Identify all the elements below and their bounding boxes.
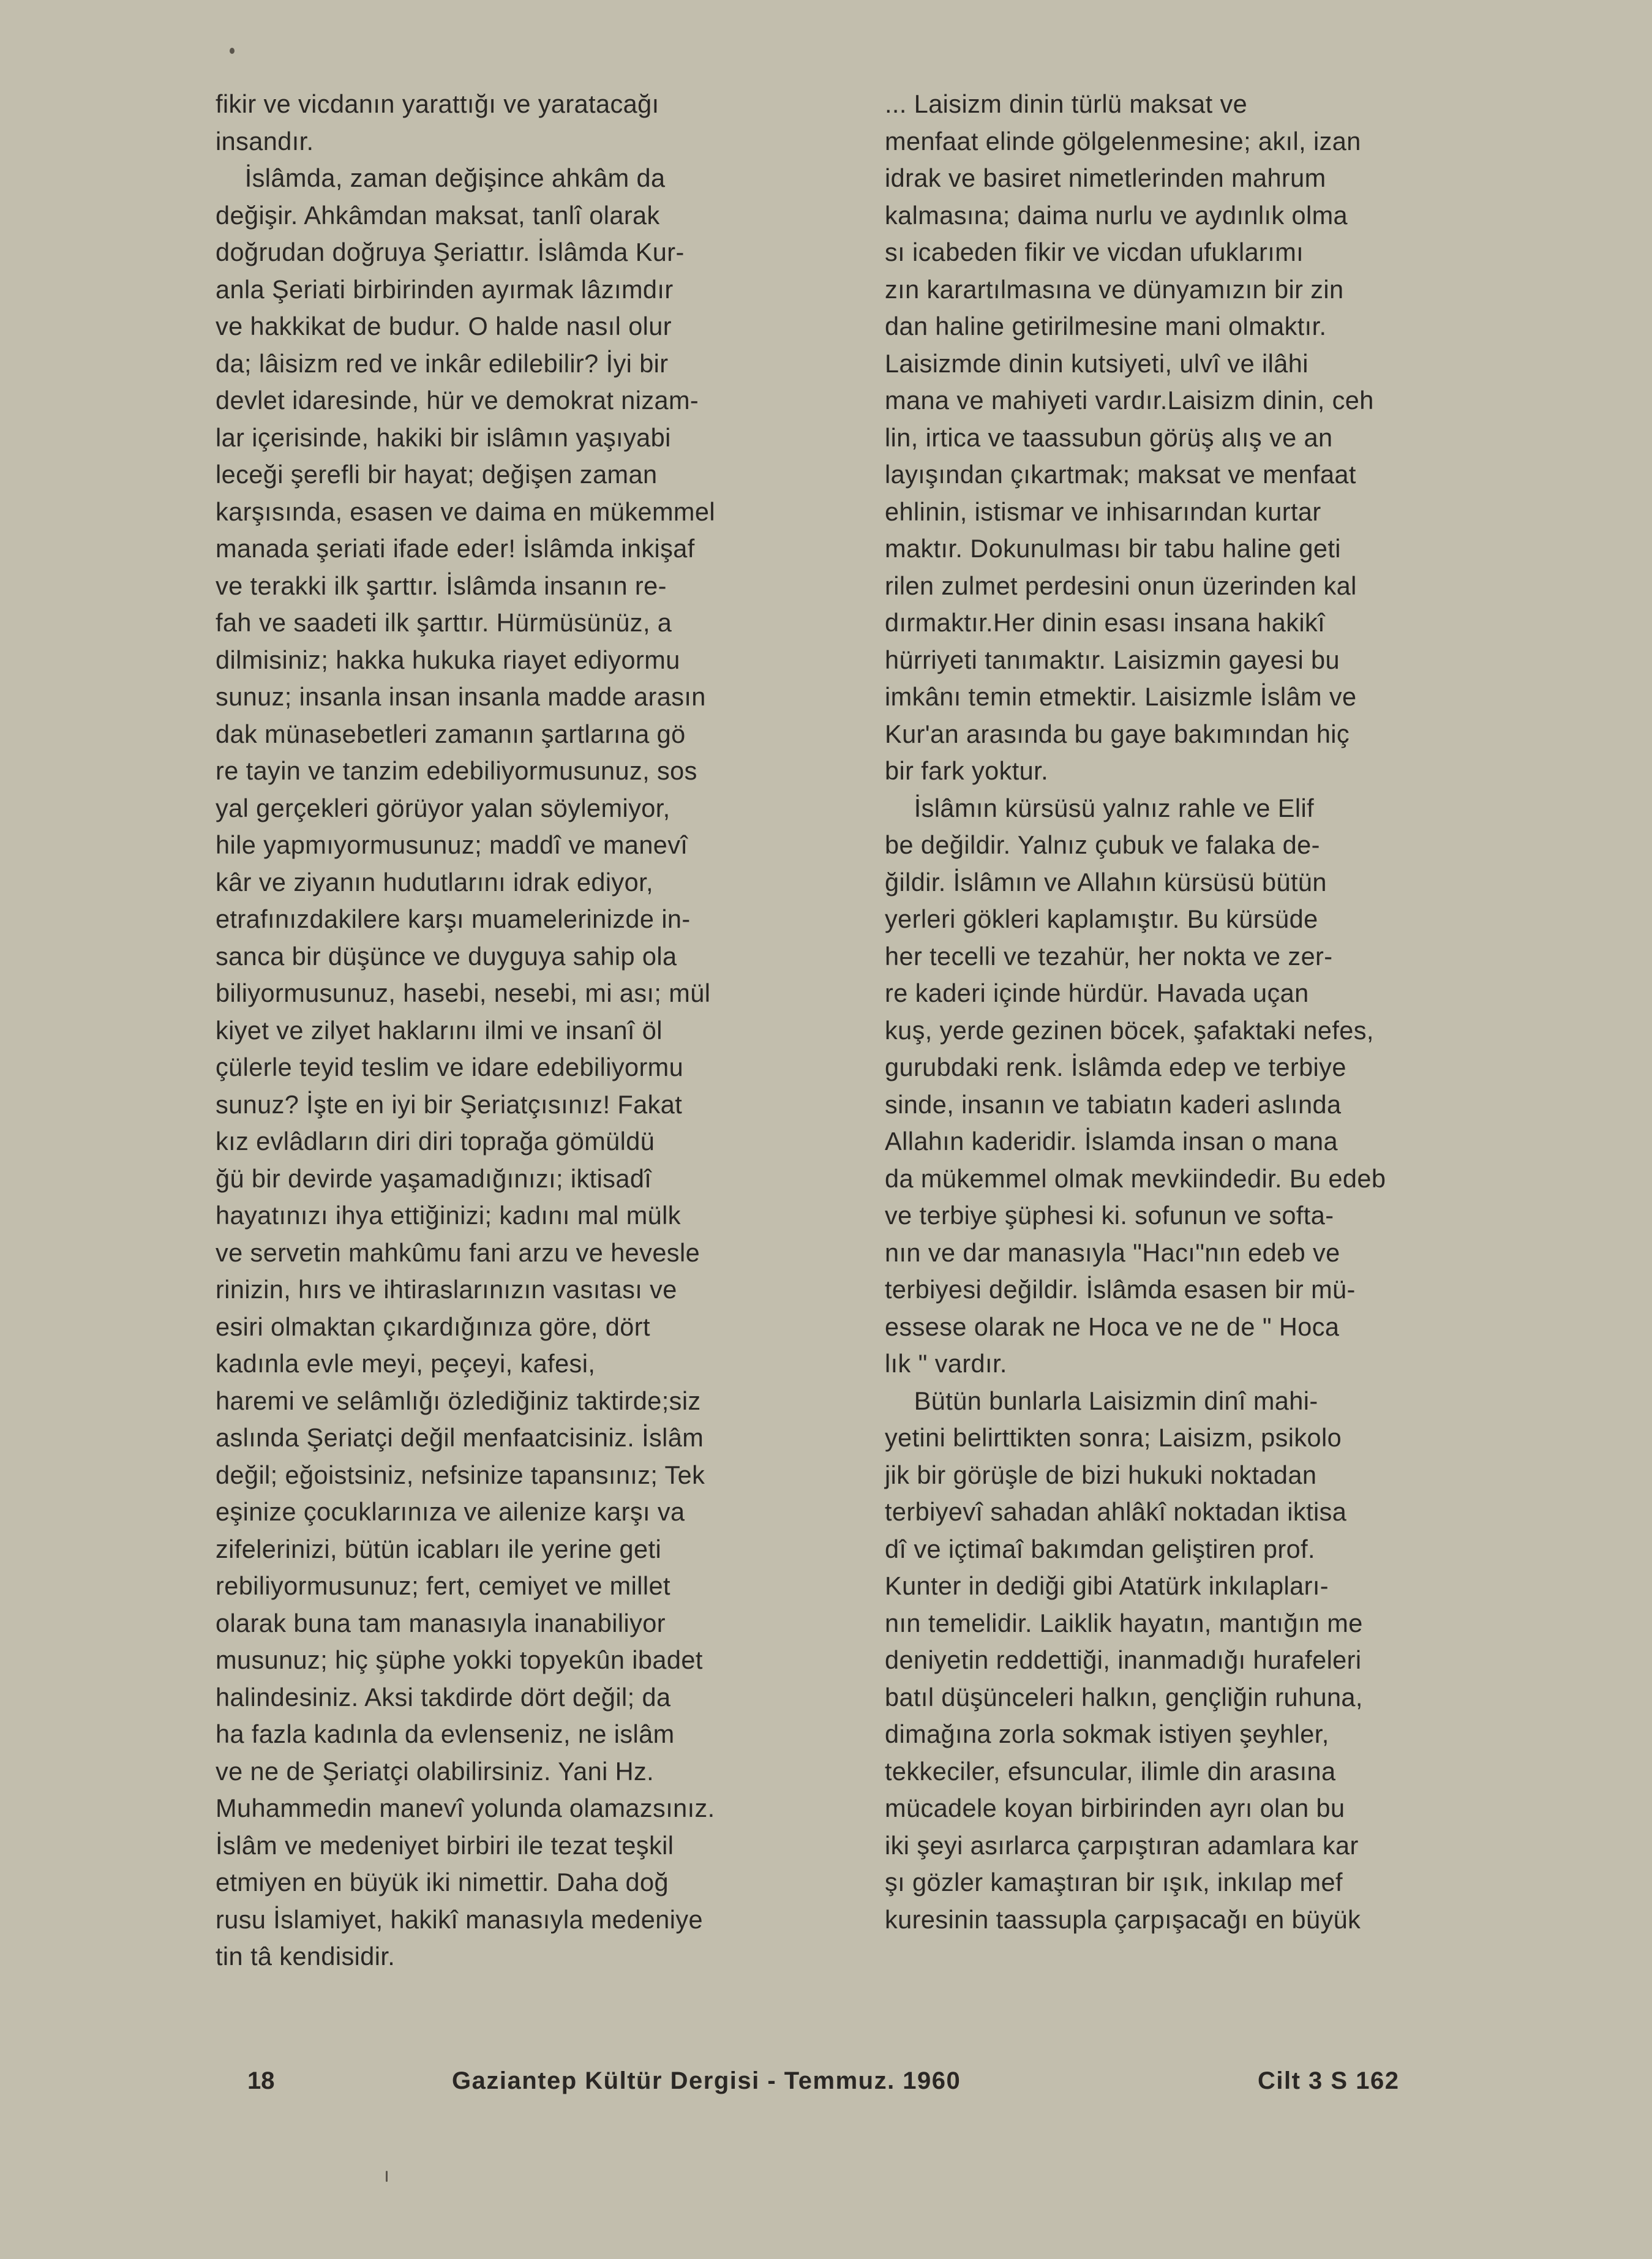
text-line: musunuz; hiç şüphe yokki topyekûn ibadet — [216, 1645, 703, 1674]
text-line: deniyetin reddettiği, inanmadığı hurafeleri — [885, 1645, 1362, 1674]
text-line: yerleri gökleri kaplamıştır. Bu kürsüde — [885, 904, 1318, 933]
text-line: layışından çıkartmak; maksat ve menfaat — [885, 460, 1356, 489]
text-line: anla Şeriati birbirinden ayırmak lâzımdır — [216, 274, 674, 304]
text-line: hürriyeti tanımaktır. Laisizmin gayesi bu — [885, 645, 1340, 674]
text-line: re tayin ve tanzim edebiliyormusunuz, sos — [216, 756, 697, 785]
text-line: nın temelidir. Laiklik hayatın, mantığın me — [885, 1608, 1363, 1637]
text-line: hayatınızı ihya ettiğinizi; kadını mal mülk — [216, 1201, 681, 1230]
text-line: dan haline getirilmesine mani olmaktır. — [885, 312, 1327, 340]
text-line: olarak buna tam manasıyla inanabiliyor — [216, 1608, 666, 1637]
text-line: idrak ve basiret nimetlerinden mahrum — [885, 164, 1326, 192]
text-line: imkânı temin etmektir. Laisizmle İslâm ve — [885, 682, 1357, 711]
text-line: İslâm ve medeniyet birbiri ile tezat teşkil — [216, 1830, 674, 1860]
text-line: dilmisiniz; hakka hukuka riayet ediyormu — [216, 645, 680, 674]
text-line: rebiliyormusunuz; fert, cemiyet ve millet — [216, 1571, 670, 1600]
text-line: leceği şerefli bir hayat; değişen zaman — [216, 460, 658, 489]
right-text-column — [885, 86, 1525, 1938]
text-line: Muhammedin manevî yolunda olamazsınız. — [216, 1794, 715, 1822]
text-line: Kur'an arasında bu gaye bakımından hiç — [885, 719, 1350, 748]
text-line: kız evlâdların diri diri toprağa gömüldü — [216, 1127, 655, 1156]
text-line: batıl düşünceleri halkın, gençliğin ruhuna, — [885, 1682, 1363, 1712]
text-line: Laisizmde dinin kutsiyeti, ulvî ve ilâhi — [885, 348, 1308, 378]
text-line: yal gerçekleri görüyor yalan söylemiyor, — [216, 793, 670, 822]
text-line: fah ve saadeti ilk şarttır. Hürmüsünüz, a — [216, 608, 672, 637]
journal-issue-line: Gaziantep Kültür Dergisi - Temmuz. 1960 — [452, 2067, 961, 2094]
text-line: sinde, insanın ve tabiatın kaderi aslında — [885, 1089, 1342, 1119]
text-line: terbiyevî sahadan ahlâkî noktadan iktisa — [885, 1497, 1347, 1526]
text-line: fikir ve vicdanın yarattığı ve yaratacağı — [216, 89, 659, 118]
text-line: sanca bir düşünce ve duyguya sahip ola — [216, 941, 677, 971]
text-line: kuş, yerde gezinen böcek, şafaktaki nefes, — [885, 1015, 1374, 1045]
text-line: esiri olmaktan çıkardığınıza göre, dört — [216, 1312, 650, 1341]
page-footer — [0, 2067, 1652, 2104]
text-line: değişir. Ahkâmdan maksat, tanlî olarak — [216, 200, 660, 230]
text-line: Kunter in dediği gibi Atatürk inkılapları- — [885, 1571, 1329, 1600]
text-line: sunuz? İşte en iyi bir Şeriatçısınız! Fakat — [216, 1089, 683, 1119]
ink-speck — [230, 48, 235, 54]
text-line: çülerle teyid teslim ve idare edebiliyormu — [216, 1053, 684, 1081]
ink-speck — [386, 2171, 388, 2182]
text-line: kadınla evle meyi, peçeyi, kafesi, — [216, 1349, 596, 1378]
text-line: zın karartılmasına ve dünyamızın bir zin — [885, 274, 1344, 304]
text-line: rusu İslamiyet, hakikî manasıyla medeniye — [216, 1904, 704, 1934]
left-text-column — [216, 86, 858, 1975]
text-line: rinizin, hırs ve ihtiraslarınızın vasıtası ve — [216, 1275, 677, 1304]
text-line: nın ve dar manasıyla "Hacı"nın edeb ve — [885, 1238, 1340, 1267]
text-line: dî ve içtimaî bakımdan geliştiren prof. — [885, 1534, 1315, 1563]
text-line: rilen zulmet perdesini onun üzerinden kal — [885, 571, 1357, 600]
text-line: İslâmın kürsüsü yalnız rahle ve Elif — [885, 793, 1315, 822]
text-line: dak münasebetleri zamanın şartlarına gö — [216, 719, 686, 748]
text-line: her tecelli ve tezahür, her nokta ve zer- — [885, 941, 1333, 971]
text-line: şı gözler kamaştıran bir ışık, inkılap mef — [885, 1868, 1343, 1896]
text-line: biliyormusunuz, hasebi, nesebi, mi ası; mül — [216, 979, 711, 1007]
text-line: kâr ve ziyanın hudutlarını idrak ediyor, — [216, 867, 653, 896]
text-line: değil; eğoistsiniz, nefsinize tapansınız; Tek — [216, 1460, 705, 1489]
text-line: yetini belirttikten sonra; Laisizm, psikolo — [885, 1423, 1342, 1452]
text-line: devlet idaresinde, hür ve demokrat nizam- — [216, 386, 699, 415]
text-line: insandır. — [216, 126, 314, 156]
text-line: eşinize çocuklarınıza ve ailenize karşı va — [216, 1497, 685, 1526]
text-line: doğrudan doğruya Şeriattır. İslâmda Kur- — [216, 238, 685, 266]
text-line: etrafınızdakilere karşı muamelerinizde in- — [216, 904, 691, 933]
text-line: lık " vardır. — [885, 1349, 1007, 1378]
text-line: sunuz; insanla insan insanla madde arasın — [216, 682, 706, 711]
text-line: haremi ve selâmlığı özlediğiniz taktirde;siz — [216, 1386, 701, 1415]
text-line: İslâmda, zaman değişince ahkâm da — [216, 164, 666, 192]
text-line: kiyet ve zilyet haklarını ilmi ve insanî öl — [216, 1015, 663, 1045]
text-line: hile yapmıyormusunuz; maddî ve manevî — [216, 830, 688, 859]
text-line: kalmasına; daima nurlu ve aydınlık olma — [885, 200, 1348, 230]
text-line: manada şeriati ifade eder! İslâmda inkişaf — [216, 534, 695, 563]
text-line: mana ve mahiyeti vardır.Laisizm dinin, ceh — [885, 386, 1374, 415]
text-line: gurubdaki renk. İslâmda edep ve terbiye — [885, 1053, 1346, 1081]
text-line: ve hakkikat de budur. O halde nasıl olur — [216, 312, 672, 340]
text-line: kuresinin taassupla çarpışacağı en büyük — [885, 1904, 1361, 1934]
text-line: mücadele koyan birbirinden ayrı olan bu — [885, 1794, 1345, 1822]
text-line: da; lâisizm red ve inkâr edilebilir? İyi bir — [216, 348, 669, 378]
text-line: ğildir. İslâmın ve Allahın kürsüsü bütün — [885, 867, 1327, 896]
page-number: 18 — [247, 2067, 275, 2094]
text-line: ğü bir devirde yaşamadığınızı; iktisadî — [216, 1163, 652, 1193]
text-line: tekkeciler, efsuncular, ilimle din arasına — [885, 1756, 1336, 1786]
text-line: sı icabeden fikir ve vicdan ufuklarımı — [885, 238, 1304, 266]
volume-number: Cilt 3 S 162 — [1258, 2067, 1400, 2094]
text-line: Allahın kaderidir. İslamda insan o mana — [885, 1127, 1338, 1156]
text-line: da mükemmel olmak mevkiindedir. Bu edeb — [885, 1163, 1386, 1193]
text-line: jik bir görüşle de bizi hukuki noktadan — [885, 1460, 1317, 1489]
text-line: menfaat elinde gölgelenmesine; akıl, izan — [885, 126, 1361, 156]
text-line: maktır. Dokunulması bir tabu haline geti — [885, 534, 1341, 563]
text-line: etmiyen en büyük iki nimettir. Daha doğ — [216, 1868, 669, 1896]
text-line: be değildir. Yalnız çubuk ve falaka de- — [885, 830, 1320, 859]
text-line: aslında Şeriatçi değil menfaatcisiniz. İslâm — [216, 1423, 704, 1452]
text-line: lin, irtica ve taassubun görüş alış ve an — [885, 423, 1333, 452]
text-line: dimağına zorla sokmak istiyen şeyhler, — [885, 1720, 1329, 1748]
text-line: ehlinin, istismar ve inhisarından kurtar — [885, 497, 1321, 526]
text-line: ve terbiye şüphesi ki. sofunun ve softa- — [885, 1201, 1334, 1230]
text-line: iki şeyi asırlarca çarpıştıran adamlara kar — [885, 1830, 1359, 1860]
text-line: essese olarak ne Hoca ve ne de " Hoca — [885, 1312, 1340, 1341]
text-line: ve terakki ilk şarttır. İslâmda insanın re- — [216, 571, 667, 600]
text-line: Bütün bunlarla Laisizmin dinî mahi- — [885, 1386, 1318, 1415]
text-line: halindesiniz. Aksi takdirde dört değil; da — [216, 1682, 671, 1712]
text-line: ve servetin mahkûmu fani arzu ve hevesle — [216, 1238, 700, 1267]
text-line: ... Laisizm dinin türlü maksat ve — [885, 89, 1248, 118]
text-line: tin tâ kendisidir. — [216, 1942, 396, 1971]
text-line: dırmaktır.Her dinin esası insana hakikî — [885, 608, 1326, 637]
text-line: zifelerinizi, bütün icabları ile yerine geti — [216, 1534, 662, 1563]
text-line: karşısında, esasen ve daima en mükemmel — [216, 497, 715, 526]
text-line: lar içerisinde, hakiki bir islâmın yaşıyabi — [216, 423, 671, 452]
text-line: ve ne de Şeriatçi olabilirsiniz. Yani Hz. — [216, 1756, 655, 1786]
text-line: bir fark yoktur. — [885, 756, 1049, 785]
text-line: re kaderi içinde hürdür. Havada uçan — [885, 979, 1309, 1007]
text-line: ha fazla kadınla da evlenseniz, ne islâm — [216, 1720, 675, 1748]
text-line: terbiyesi değildir. İslâmda esasen bir mü- — [885, 1275, 1356, 1304]
